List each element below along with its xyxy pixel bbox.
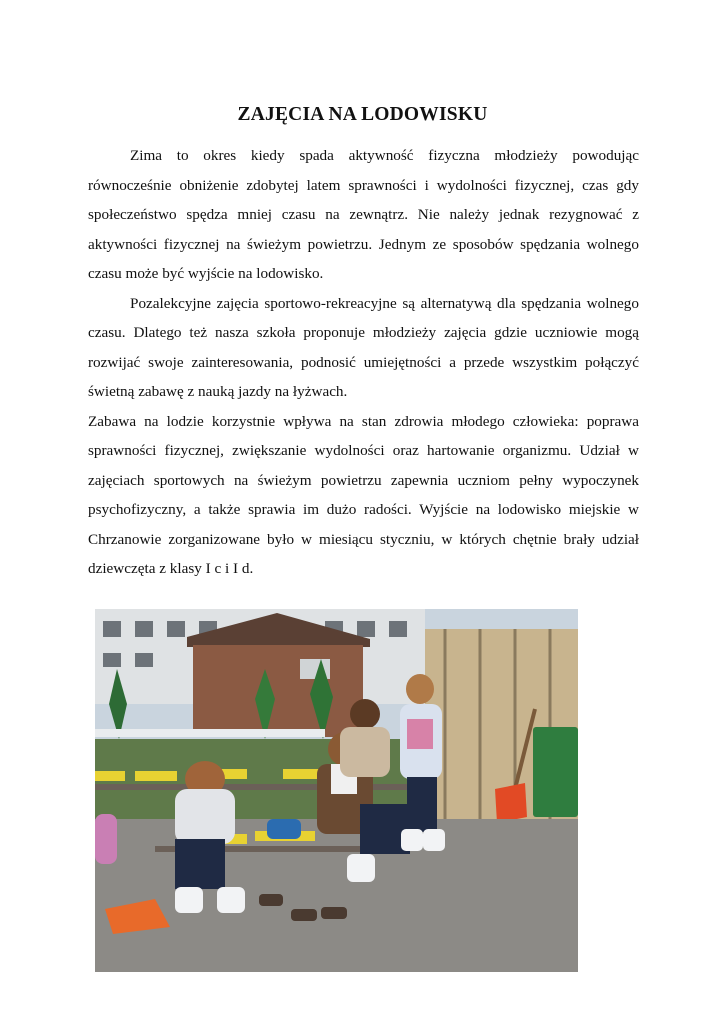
paragraph-3: Zabawa na lodzie korzystnie wpływa na stan zdrowia młodego człowieka: poprawa sprawności fizycznej, zwiększanie wydolności oraz hartowanie organizmu. Udział w zajęciach sportowych na świeżym powietrzu zapewnia uczniom pełny wypoczynek psychofizyczny, a także sprawia im dużo radości. Wyjście na lodowisko miejskie w Chrzanowie zorganizowane było w miesiącu styczniu, w których chętnie brały udział dziewczęta z klasy I c i I d. [88, 412, 639, 577]
photo-girls-at-ice-rink [95, 609, 578, 972]
photo-ground [95, 819, 578, 972]
photo-bin [533, 727, 578, 817]
paragraph-1: Zima to okres kiedy spada aktywność fizyczna młodzieży powodując równocześnie obniżenie zdobytej latem sprawności i wydolności fizycznej, czas gdy społeczeństwo spędza mniej czasu na zewnątrz. Nie należy jednak rezygnować z aktywności fizycznej na świeżym powietrzu. Jednym ze sposobów spędzania wolnego czasu może być wyjście na lodowisko. [88, 147, 639, 282]
photo-shovel [495, 783, 527, 823]
page-title: ZAJĘCIA NA LODOWISKU [237, 104, 488, 125]
photo-hut [193, 645, 363, 737]
photo-bag-pink [95, 814, 117, 864]
photo-bag-blue [267, 819, 301, 839]
paragraph-2: Pozalekcyjne zajęcia sportowo-rekreacyjne są alternatywą dla spędzania wolnego czasu. Dlatego też nasza szkoła proponuje młodzieży zajęcia gdzie uczniowie mogą rozwijać swoje zainteresowania, podnosić umiejętności a przede wszystkim połączyć świetną zabawę z nauką jazdy na łyżwach. [88, 294, 639, 400]
photo-illustration [95, 609, 578, 972]
article-body [88, 141, 639, 584]
